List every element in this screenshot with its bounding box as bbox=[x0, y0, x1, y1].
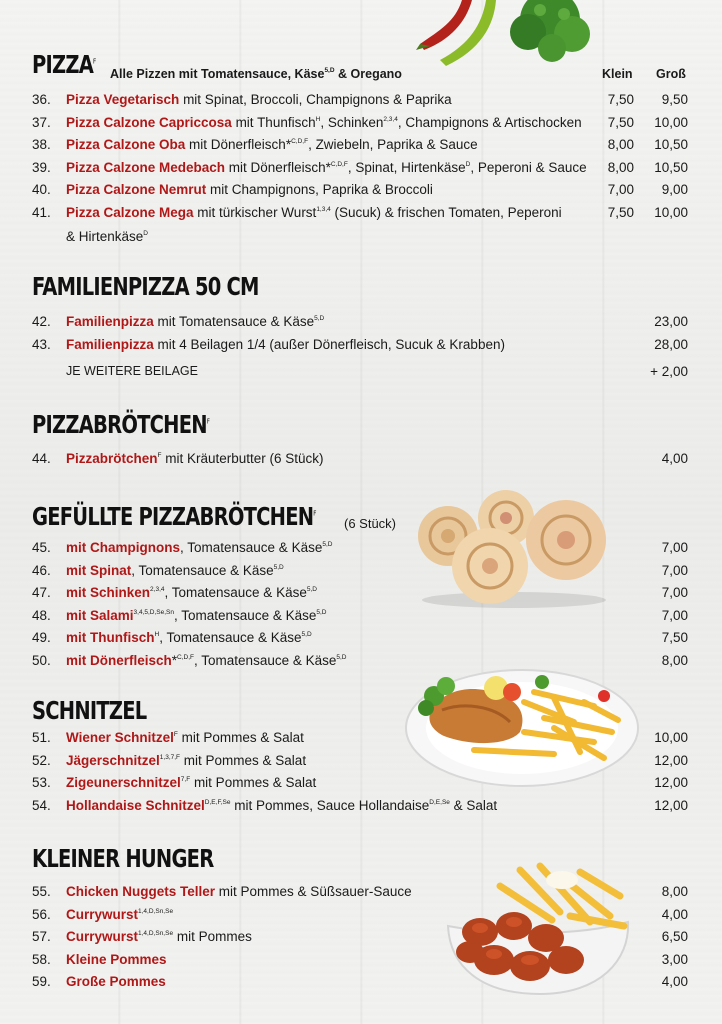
pizza-heading: $PIZZA^F$ bbox=[32, 50, 96, 79]
price-large: 9,50 bbox=[661, 92, 688, 107]
item-description bbox=[66, 337, 505, 352]
allergen-code: C,D,F bbox=[177, 654, 195, 661]
item-detail: mit Pommes & Salat bbox=[180, 752, 307, 768]
allergen-code: 1,3,7,F bbox=[159, 753, 181, 761]
item-number: 47. bbox=[32, 585, 51, 601]
item-detail: , Spinat, Hirtenkäse bbox=[347, 159, 466, 175]
item-name: Pizza Calzone Capriccosa bbox=[66, 114, 232, 130]
price-large: 10,50 bbox=[654, 137, 688, 153]
item-number: 57. bbox=[32, 929, 51, 945]
item-number: 45. bbox=[32, 540, 51, 555]
price: 7,50 bbox=[661, 630, 688, 646]
item-number: 58. bbox=[32, 951, 51, 967]
item-description bbox=[66, 182, 433, 197]
price: 6,50 bbox=[661, 929, 688, 945]
price: 8,00 bbox=[661, 884, 688, 899]
item-description bbox=[66, 160, 587, 175]
allergen-code: C,D,F bbox=[291, 138, 309, 146]
price-small: 8,00 bbox=[607, 137, 634, 153]
item-detail: , Tomatensauce & Käse bbox=[164, 585, 307, 601]
allergen-code: 5,D bbox=[306, 586, 317, 594]
item-detail: mit Pommes, Sauce Hollandaise bbox=[230, 797, 430, 813]
price: 12,00 bbox=[654, 775, 688, 791]
item-name: Currywurst bbox=[66, 929, 139, 945]
extra-topping-label: JE WEITERE BEILAGE bbox=[66, 364, 198, 378]
item-number: 53. bbox=[32, 775, 51, 791]
item-name: mit Spinat bbox=[66, 562, 132, 578]
item-detail: & Salat bbox=[449, 797, 498, 813]
item-name: Familienpizza bbox=[66, 314, 154, 329]
item-number: 55. bbox=[32, 884, 51, 899]
item-name: Pizzabrötchen bbox=[66, 451, 158, 466]
item-description bbox=[66, 730, 304, 745]
item-number: 44. bbox=[32, 451, 51, 466]
item-detail: mit Pommes & Salat bbox=[177, 730, 304, 745]
price-small: 7,00 bbox=[607, 182, 634, 198]
item-detail: , Zwiebeln, Paprika & Sauce bbox=[308, 137, 478, 153]
allergen-code: D,E,F,Se bbox=[204, 798, 231, 806]
allergen-code: 5,D bbox=[301, 631, 312, 639]
item-description bbox=[66, 884, 412, 899]
pizza-rolls-image bbox=[414, 488, 612, 610]
item-number: 39. bbox=[32, 159, 51, 175]
item-detail: mit türkischer Wurst bbox=[193, 205, 317, 220]
column-header-large: Groß bbox=[656, 67, 686, 81]
allergen-code: D bbox=[465, 160, 471, 168]
item-description bbox=[66, 205, 562, 220]
allergen-code: 7,F bbox=[180, 776, 191, 784]
price-large: 10,00 bbox=[654, 114, 688, 130]
item-detail: mit Dönerfleisch* bbox=[225, 159, 331, 175]
price-small: 8,00 bbox=[607, 159, 634, 175]
item-description bbox=[66, 314, 324, 329]
menu-item bbox=[32, 608, 692, 628]
item-description bbox=[66, 653, 347, 668]
item-number: 42. bbox=[32, 314, 51, 329]
item-name: mit Thunfisch bbox=[66, 630, 155, 646]
pizza-subtitle: Alle Pizzen mit Tomatensauce, Käse$^{5,D}$ & Oregano bbox=[110, 67, 402, 81]
menu-item bbox=[32, 115, 692, 135]
allergen-code: 1,4,D,Sn,Se bbox=[138, 907, 174, 915]
item-name: Chicken Nuggets Teller bbox=[66, 884, 216, 899]
item-description bbox=[66, 753, 306, 768]
item-detail: mit Spinat, Broccoli, Champignons & Paprika bbox=[179, 92, 452, 107]
item-name: Pizza Calzone Nemrut bbox=[66, 182, 207, 198]
price: 7,00 bbox=[661, 540, 688, 555]
item-name: Jägerschnitzel bbox=[66, 752, 160, 768]
item-number: 56. bbox=[32, 906, 51, 922]
item-description bbox=[66, 451, 324, 466]
item-name: Große Pommes bbox=[66, 974, 166, 990]
allergen-code: C,D,F bbox=[330, 160, 348, 168]
item-name: Hollandaise Schnitzel bbox=[66, 797, 205, 813]
allergen-code: 3,4,5,D,Se,Sn bbox=[133, 608, 175, 616]
price: 7,00 bbox=[661, 607, 688, 623]
item-detail: mit Pommes & Süßsauer-Sauce bbox=[215, 884, 412, 899]
extra-topping-price: + 2,00 bbox=[650, 364, 688, 379]
pizza-rolls-heading: $PIZZABRÖTCHEN^F$ bbox=[32, 410, 210, 439]
menu-item bbox=[32, 798, 692, 818]
price-large: 10,00 bbox=[654, 205, 688, 220]
price-large: 9,00 bbox=[661, 182, 688, 198]
item-detail: , Tomatensauce & Käse bbox=[180, 540, 323, 555]
item-description bbox=[66, 952, 167, 967]
item-name: mit Champignons bbox=[66, 540, 180, 555]
item-name: Pizza Calzone Oba bbox=[66, 137, 186, 153]
item-number: 40. bbox=[32, 182, 51, 198]
item-detail: mit Dönerfleisch* bbox=[185, 137, 292, 153]
menu-item bbox=[32, 314, 692, 334]
item-name: Pizza Vegetarisch bbox=[66, 92, 180, 107]
price: 7,00 bbox=[661, 562, 688, 578]
item-detail: , Schinken bbox=[320, 114, 384, 130]
menu-item-continuation: & Hirtenkäse$^D$ bbox=[66, 229, 148, 244]
item-detail: (Sucuk) & frischen Tomaten, Peperoni bbox=[330, 205, 562, 220]
menu-item bbox=[32, 160, 692, 180]
item-detail: mit Pommes & Salat bbox=[190, 775, 317, 791]
column-header-small: Klein bbox=[602, 67, 633, 81]
item-name: Kleine Pommes bbox=[66, 951, 167, 967]
price: 10,00 bbox=[654, 730, 688, 745]
item-number: 54. bbox=[32, 797, 51, 813]
item-name: Pizza Calzone Mega bbox=[66, 205, 194, 220]
item-detail: mit Kräuterbutter (6 Stück) bbox=[161, 451, 324, 466]
schnitzel-heading: SCHNITZEL bbox=[32, 696, 147, 725]
allergen-code: 5,D bbox=[273, 563, 284, 571]
filled-rolls-note: (6 Stück) bbox=[344, 516, 397, 531]
item-detail: * bbox=[171, 653, 178, 668]
item-detail: , Tomatensauce & Käse bbox=[159, 630, 302, 646]
family-pizza-heading: FAMILIENPIZZA 50 CM bbox=[32, 272, 259, 301]
item-description bbox=[66, 775, 316, 790]
item-detail: mit 4 Beilagen 1/4 (außer Dönerfleisch, Sucuk & Krabben) bbox=[153, 336, 505, 352]
allergen-code: 5,D bbox=[336, 654, 347, 661]
price: 4,00 bbox=[661, 974, 688, 990]
item-number: 36. bbox=[32, 92, 51, 107]
filled-rolls-heading: GEFÜLLTE $PIZZABRÖTCHEN^F$ bbox=[32, 502, 316, 531]
menu-item bbox=[32, 337, 692, 357]
item-description bbox=[66, 907, 173, 922]
vegetables-image bbox=[400, 0, 600, 72]
item-number: 48. bbox=[32, 607, 51, 623]
menu-item bbox=[32, 137, 692, 157]
item-description bbox=[66, 137, 478, 152]
item-description bbox=[66, 585, 317, 600]
price: 3,00 bbox=[661, 951, 688, 967]
price: 8,00 bbox=[661, 653, 688, 668]
price: 12,00 bbox=[654, 752, 688, 768]
allergen-code: D,E,Se bbox=[429, 798, 450, 806]
menu-item bbox=[32, 630, 692, 650]
price: 28,00 bbox=[654, 336, 688, 352]
menu-item bbox=[32, 205, 692, 225]
item-description bbox=[66, 798, 497, 813]
price-large: 10,50 bbox=[654, 159, 688, 175]
price: 4,00 bbox=[661, 451, 688, 466]
allergen-code: F bbox=[173, 731, 178, 738]
item-detail: , Peperoni & Sauce bbox=[470, 159, 587, 175]
item-description bbox=[66, 929, 252, 944]
item-detail: mit Thunfisch bbox=[231, 114, 316, 130]
item-number: 50. bbox=[32, 653, 51, 668]
item-name: mit Dönerfleisch bbox=[66, 653, 172, 668]
item-detail: mit Champignons, Paprika & Broccoli bbox=[206, 182, 433, 198]
item-description bbox=[66, 540, 332, 555]
price: 23,00 bbox=[654, 314, 688, 329]
price-small: 7,50 bbox=[607, 92, 634, 107]
price-small: 7,50 bbox=[607, 205, 634, 220]
allergen-code: H bbox=[154, 631, 160, 639]
item-name: Pizza Calzone Medebach bbox=[66, 159, 226, 175]
menu-item bbox=[32, 182, 692, 202]
item-name: mit Salami bbox=[66, 607, 134, 623]
item-number: 59. bbox=[32, 974, 51, 990]
item-detail: mit Pommes bbox=[173, 929, 252, 945]
item-description bbox=[66, 630, 312, 645]
item-number: 38. bbox=[32, 137, 51, 153]
allergen-code: 5,D bbox=[322, 541, 333, 548]
item-description bbox=[66, 563, 284, 578]
currywurst-image bbox=[440, 856, 636, 1000]
item-name: Familienpizza bbox=[66, 336, 154, 352]
item-detail: , Tomatensauce & Käse bbox=[131, 562, 274, 578]
menu-item bbox=[32, 451, 692, 471]
allergen-code: 2,3,4 bbox=[383, 115, 398, 123]
item-description bbox=[66, 115, 582, 130]
menu-item bbox=[32, 92, 692, 112]
item-name: Currywurst bbox=[66, 906, 139, 922]
item-detail: , Champignons & Artischocken bbox=[397, 114, 582, 130]
price: 7,00 bbox=[661, 585, 688, 601]
allergen-code: 5,D bbox=[314, 315, 325, 322]
item-name: Wiener Schnitzel bbox=[66, 730, 174, 745]
price-small: 7,50 bbox=[607, 114, 634, 130]
item-description bbox=[66, 92, 452, 107]
kleiner-hunger-heading: KLEINER HUNGER bbox=[32, 844, 214, 873]
price: 12,00 bbox=[654, 797, 688, 813]
schnitzel-plate-image bbox=[404, 662, 640, 788]
item-description bbox=[66, 608, 326, 623]
item-name: Zigeunerschnitzel bbox=[66, 775, 181, 791]
item-number: 49. bbox=[32, 630, 51, 646]
item-detail: mit Tomatensauce & Käse bbox=[153, 314, 315, 329]
item-number: 41. bbox=[32, 205, 51, 220]
allergen-code: 1,3,4 bbox=[316, 206, 331, 213]
item-number: 43. bbox=[32, 336, 51, 352]
item-number: 51. bbox=[32, 730, 51, 745]
item-number: 37. bbox=[32, 114, 51, 130]
allergen-code: 5,D bbox=[316, 608, 327, 616]
allergen-code: 1,4,D,Sn,Se bbox=[138, 930, 174, 938]
allergen-code: H bbox=[315, 115, 321, 123]
item-detail: , Tomatensauce & Käse bbox=[174, 607, 317, 623]
item-number: 52. bbox=[32, 752, 51, 768]
allergen-code: 2,3,4 bbox=[150, 586, 165, 594]
allergen-code: F bbox=[157, 452, 162, 459]
item-detail: , Tomatensauce & Käse bbox=[194, 653, 337, 668]
item-name: mit Schinken bbox=[66, 585, 151, 601]
item-number: 46. bbox=[32, 562, 51, 578]
item-description bbox=[66, 974, 166, 989]
price: 4,00 bbox=[661, 906, 688, 922]
